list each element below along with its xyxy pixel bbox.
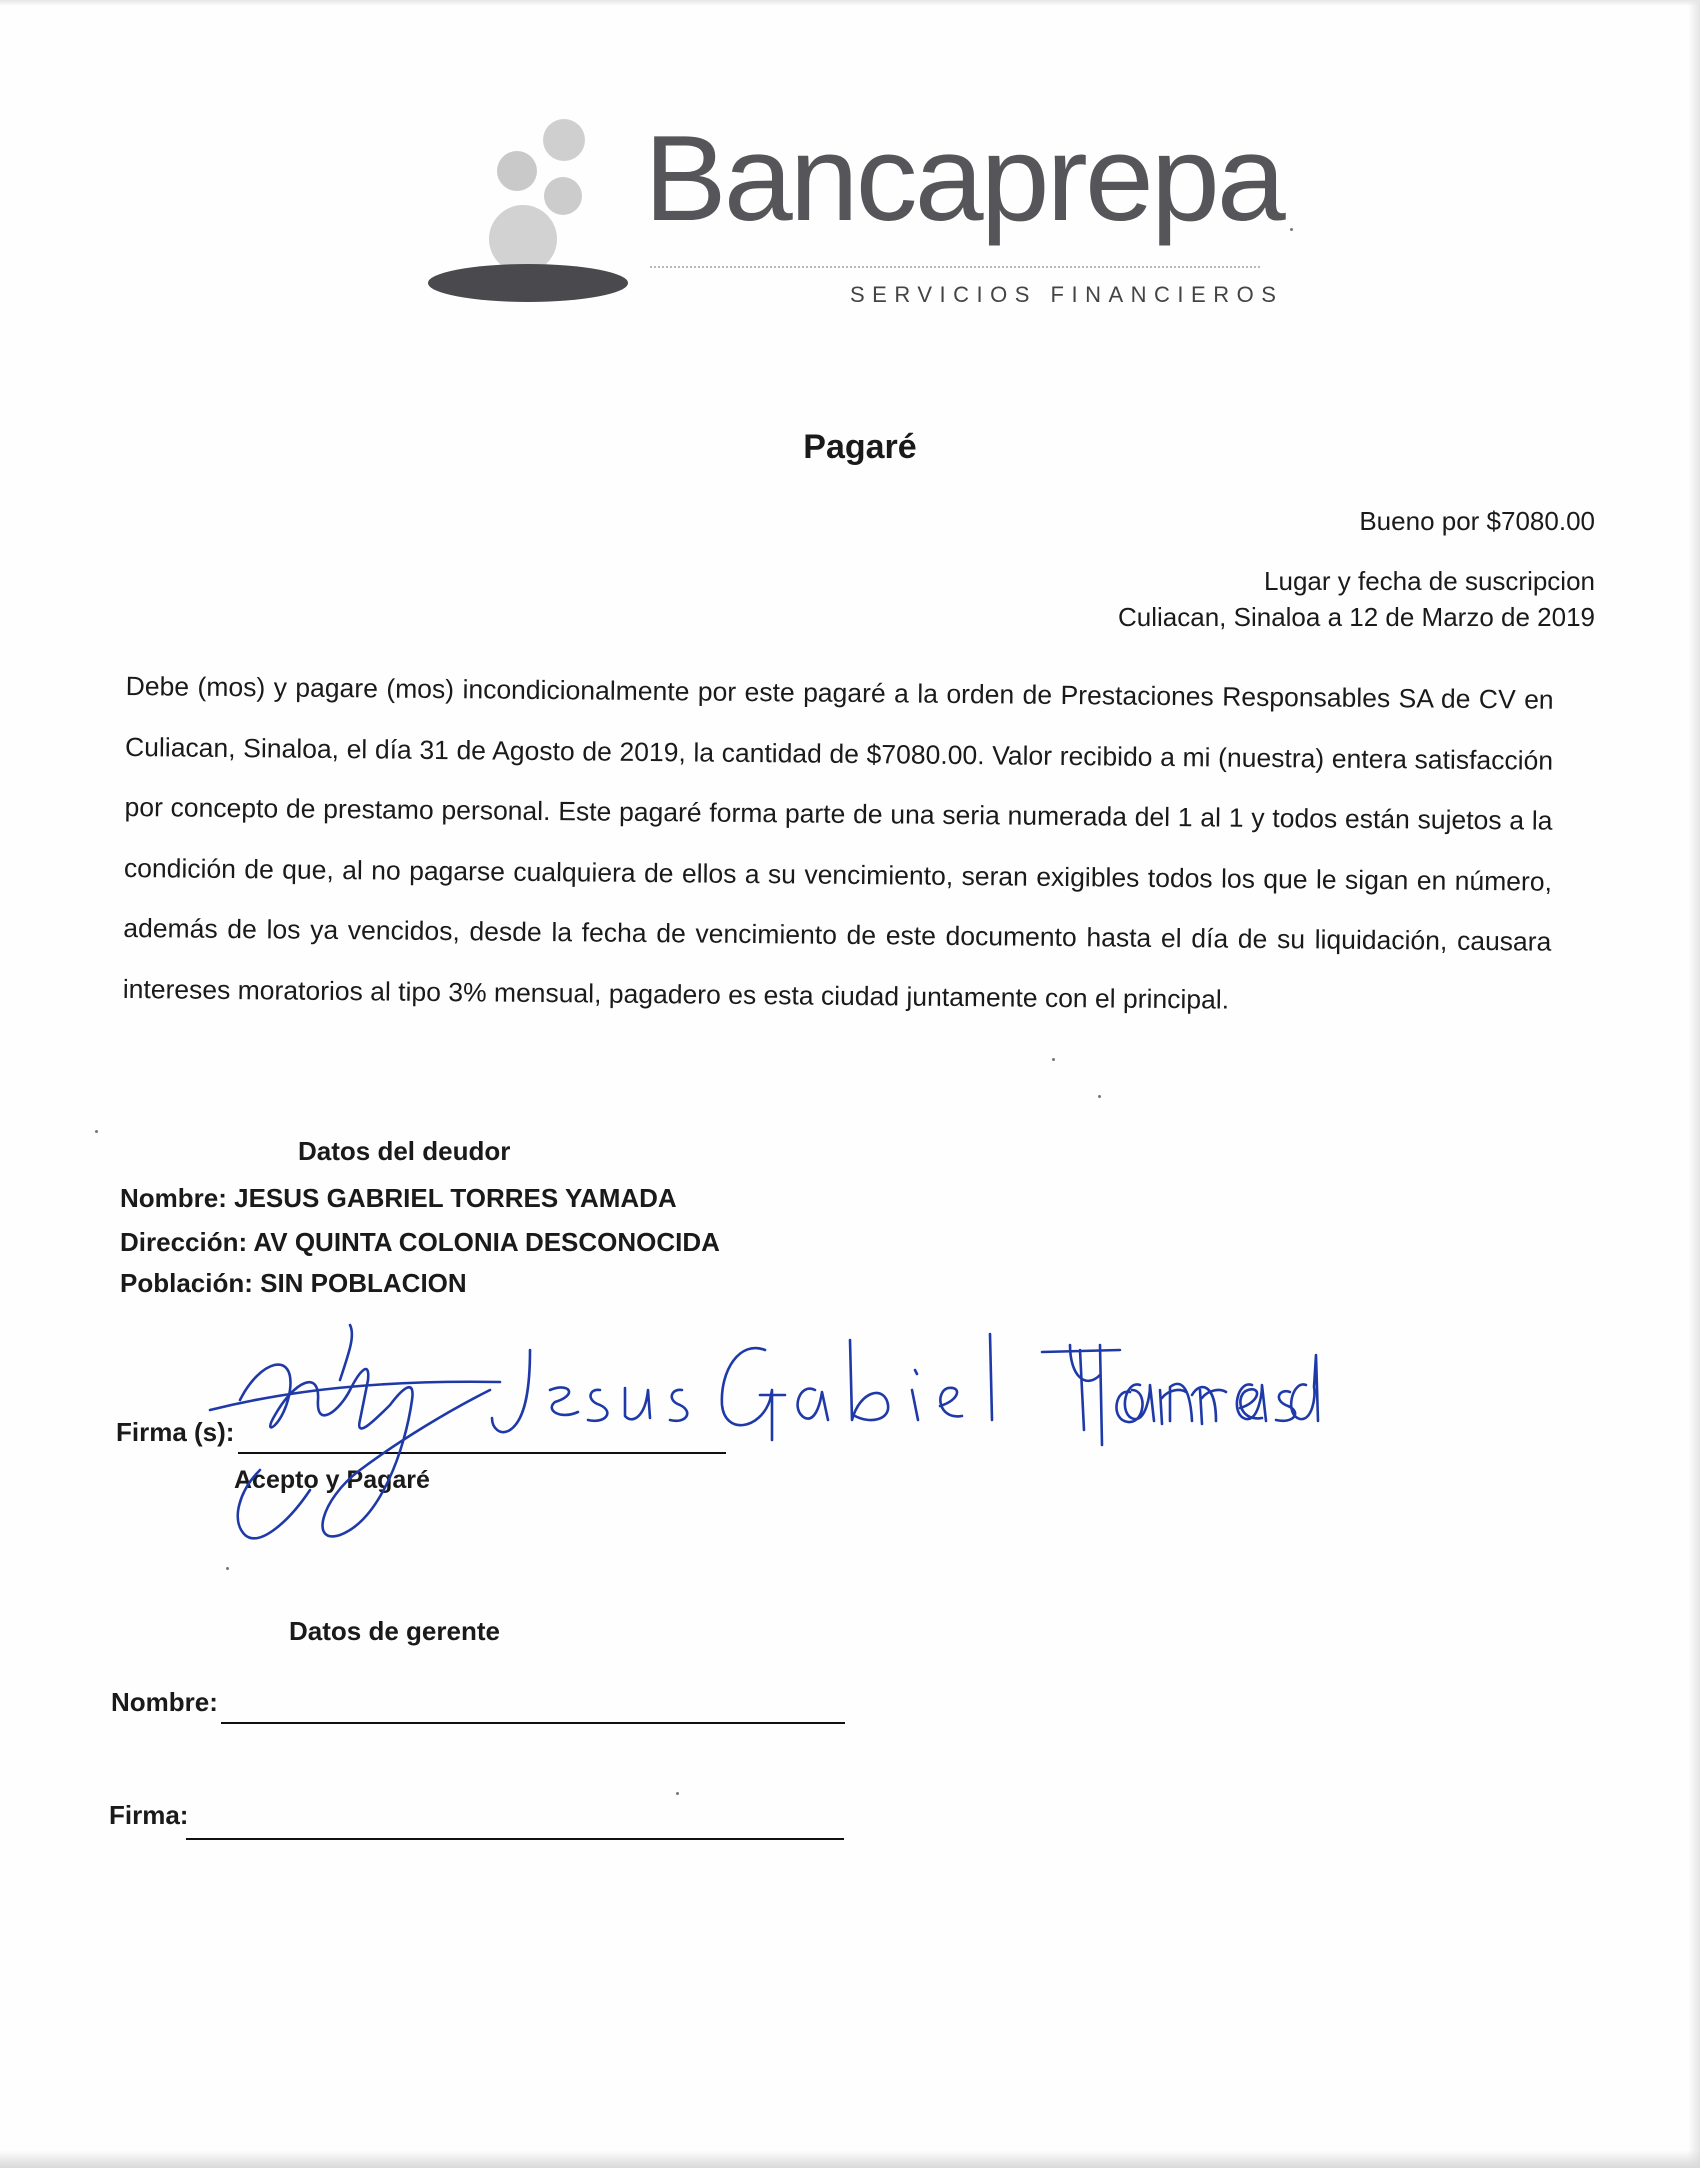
scan-speck — [95, 1130, 98, 1133]
manager-name-line — [221, 1722, 845, 1724]
scan-speck — [226, 1567, 229, 1570]
scan-edge-right — [1688, 0, 1700, 2168]
scan-speck — [676, 1792, 679, 1795]
promissory-note-text: Debe (mos) y pagare (mos) incondicionalmente por este pagaré a la orden de Prestaciones Responsables SA de CV en Culiacan, Sinaloa, el día 31 de Agosto de 2019, la cantidad de $7080.00. Valor recibido a mi (nuestra) entera satisfacción por concepto de prestamo personal. Este pagaré forma parte de una seria numerada del 1 al 1 y todos están sujetos a la condición de que, al no pagarse cualquiera de ellos a su vencimiento, seran exigibles todos los que le sigan en número, además de los ya vencidos, desde la fecha de vencimiento de este documento hasta el día de su liquidación, causara intereses moratorios al tipo 3% mensual, pagadero es esta ciudad juntamente con el principal. — [122, 670, 1554, 1015]
manager-heading: Datos de gerente — [289, 1616, 500, 1646]
logo-tagline: SERVICIOS FINANCIEROS — [850, 282, 1284, 307]
manager-name-label: Nombre: — [111, 1687, 218, 1717]
document-title: Pagaré — [803, 428, 917, 466]
debtor-population: Población: SIN POBLACION — [120, 1268, 467, 1298]
debtor-signature-label: Firma (s): — [116, 1417, 235, 1447]
scan-speck — [1098, 1095, 1101, 1098]
bancaprepa-logo-icon — [425, 115, 645, 305]
debtor-address: Dirección: AV QUINTA COLONIA DESCONOCIDA — [120, 1227, 720, 1257]
amount-line: Bueno por $7080.00 — [1359, 506, 1595, 536]
scan-edge-bottom — [0, 2150, 1700, 2168]
debtor-name: Nombre: JESUS GABRIEL TORRES YAMADA — [120, 1183, 677, 1213]
scan-edge-top — [0, 0, 1700, 6]
scan-speck — [1052, 1058, 1055, 1061]
logo-wordmark: Bancaprepa — [644, 111, 1283, 247]
scan-speck — [1290, 228, 1293, 231]
handwritten-name-continued — [1030, 1335, 1330, 1455]
accept-label: Acepto y Pagaré — [234, 1466, 430, 1494]
place-date: Culiacan, Sinaloa a 12 de Marzo de 2019 — [1118, 602, 1595, 632]
manager-signature-line — [186, 1838, 844, 1840]
manager-signature-label: Firma: — [109, 1800, 189, 1830]
place-label: Lugar y fecha de suscripcion — [1264, 566, 1595, 596]
debtor-heading: Datos del deudor — [298, 1136, 511, 1166]
logo-divider — [650, 266, 1260, 268]
